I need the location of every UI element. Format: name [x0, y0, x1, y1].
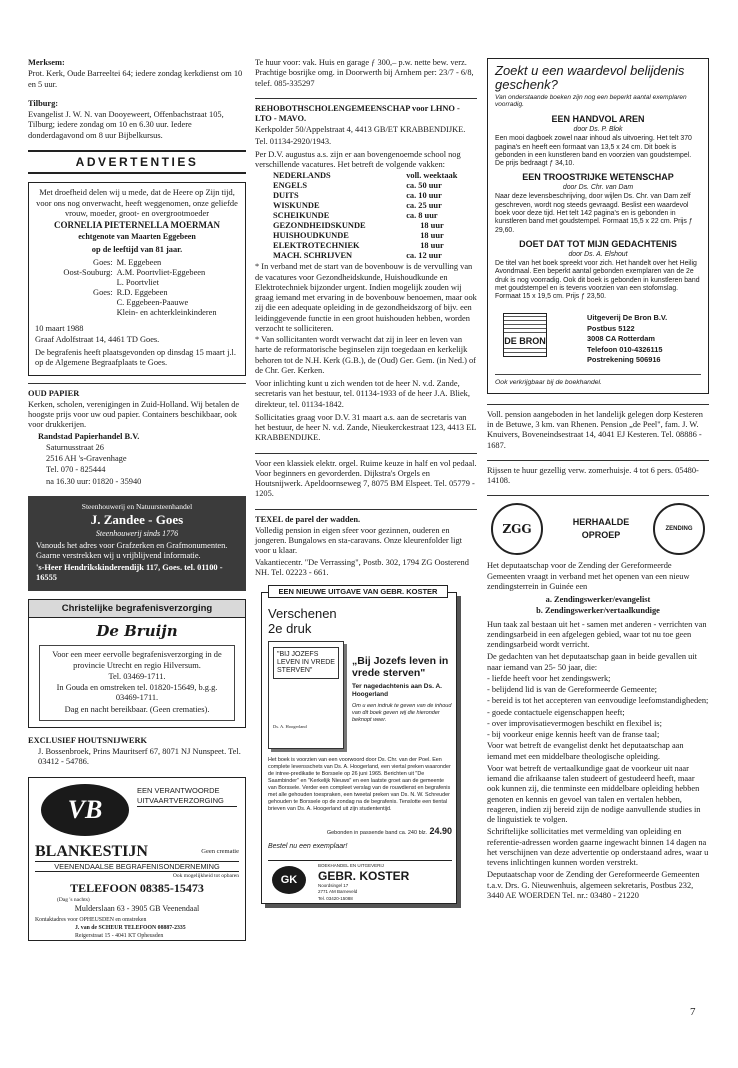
oproep-p3: Voor wat betreft de evangelist denkt het deputaatschap aan iemand met een middelbare theologische opleiding. [487, 741, 684, 761]
blankestijn-crem: Geen crematie [201, 847, 239, 855]
book-cover-author: Ds. A. Hoogerland [273, 724, 307, 730]
death-address: Graaf Adolfstraat 14, 4461 TD Goes. [35, 334, 160, 344]
divider [255, 453, 477, 454]
oproep-p1: Hun taak zal bestaan uit het - samen met anderen - verrichten van zendingsarbeid in een afgelegen gebied, waar tot nu toe geen zendingsarbeid wordt verricht. [487, 619, 707, 650]
family-place [35, 278, 117, 288]
zandee-since: Steenhouwerij sinds 1776 [95, 528, 179, 538]
koster-druk: 2e druk [268, 621, 312, 637]
ad-rehoboth [255, 104, 477, 444]
b1-title: EEN HANDVOL AREN [551, 114, 645, 125]
b2-author: door Ds. Chr. van Dam [562, 184, 634, 192]
ad-de-bruijn [28, 599, 246, 728]
b3-title: DOET DAT TOT MIJN GEDACHTENIS [519, 238, 677, 249]
divider [487, 404, 709, 405]
subject-hours: ca. 25 uur [406, 200, 442, 210]
school-title: REHOBOTHSCHOLENGEMEENSCHAP voor LHNO - LTO - MAVO. [255, 103, 460, 123]
death-date: 10 maart 1988 [35, 323, 84, 333]
ad-te-huur [255, 58, 477, 89]
ad-de-bron [487, 58, 709, 394]
tilburg-title: Tilburg: [28, 98, 59, 108]
subject-hours: 18 uur [420, 240, 444, 250]
b2-title: EEN TROOSTRIJKE WETENSCHAP [522, 172, 674, 183]
divider [28, 383, 246, 384]
oproep-b: b. Zendingswerker/vertaalkundige [536, 606, 660, 616]
subject-name: DUITS [273, 191, 299, 201]
bruijn-name: De Bruijn [96, 622, 178, 641]
family-place: Oost-Souburg: [63, 268, 113, 277]
subject-hours: ca. 50 uur [406, 181, 442, 191]
koster-banner: EEN NIEUWE UITGAVE VAN GEBR. KOSTER [268, 585, 448, 598]
blank-tel: TELEFOON 08385-15473 [70, 880, 204, 895]
family-names: L. Poortvliet [116, 277, 159, 287]
subject-hours: 18 uur [420, 230, 444, 240]
orgel-text: Voor een klassiek elektr. orgel. Ruime keuze in half en vol pedaal. Voor beginners en gevorderden. Dijkstra's Orgels en Houtsnijwerk. Apeldoornseweg 7, 8075 BM Elspeet. Tel. 05779 - 1205. [255, 458, 477, 499]
bron-logo [503, 313, 547, 357]
zending-seal-left: ZGG [491, 503, 543, 555]
bruijn-text3: Dag en nacht bereikbaar. (Geen crematies). [64, 704, 210, 714]
koster-small4: Tel. 03420-15088 [318, 895, 353, 901]
death-age: op de leeftijd van 81 jaar. [91, 244, 183, 254]
ad-herhaalde-oproep [487, 501, 709, 901]
school-note1: * In verband met de start van de bovenbouw is de vervulling van de vacatures voor Gezondheidskunde, Huishoudkunde en Elektrotechniek bijzonder urgent. Indien mogelijk zouden wij graag iemand met ervaring in de bovenbouw benoemen, maar ook zij die een adequate opleiding in de gezondheidszorg of bijv. een leidinggevende functie in een groot huishouden hebben, worden verzocht te solliciteren. [255, 262, 477, 333]
subject-name: ENGELS [273, 181, 307, 191]
pension-text: Voll. pension aangeboden in het landelijk gelegen dorp Kesteren in de Betuwe, 3 km. van Rhenen. Pension „de Peel", fam. J. W. Knuivers, Boveneindsestraat 14, 4041 EJ Kesteren. Tel. 08886 - 1687. [487, 409, 703, 450]
merksem-title: Merksem: [28, 58, 65, 67]
bron-addr-line: Telefoon 010-4326115 [587, 344, 663, 354]
death-funeral: De begrafenis heeft plaatsgevonden op dinsdag 15 maart j.l. op de Algemene Begraafplaats te Goes. [35, 348, 236, 368]
blankestijn-name: BLANKESTIJN [35, 842, 148, 860]
school-intro: Per D.V. augustus a.s. zijn er aan bovengenoemde school nog verschillende vacatures. Het betreft de volgende vakken: [255, 149, 461, 169]
family-place: Goes: [93, 287, 113, 297]
bruijn-header: Christelijke begrafenisverzorging [29, 600, 245, 619]
koster-small3: 2771 AM Barneveld [318, 889, 358, 895]
merksem-text: Prot. Kerk, Oude Barreeltei 64; iedere zondag kerkdienst om 10 en 5 uur. [28, 69, 243, 89]
book-price-line [268, 826, 452, 837]
bruijn-inner [39, 645, 235, 721]
oproep-list-item: - goede contactuele eigenschappen heeft; [487, 707, 625, 717]
blankestijn-tagline [137, 786, 237, 807]
family-names: Klein- en achterkleinkinderen [116, 307, 217, 317]
page-number: 7 [690, 1006, 696, 1018]
school-info: Voor inlichting kunt u zich wenden tot de heer N. v.d. Zande, secretaris van het bestuur, tel. 01134-1933 of de heer J.A. Bliek, direkteur, tel. 01134-1842. [255, 379, 470, 409]
column-left [28, 58, 246, 941]
book-cover-title: "BIJ JOZEFS LEVEN IN VREDE STERVEN" [273, 647, 339, 679]
texel-text: Volledig pension in eigen sfeer voor gezinnen, ouderen en jongeren. Bungalows en sta-caravans. Onze kleurenfolder ligt voor u klaar. [255, 525, 462, 556]
koster-heading [268, 607, 337, 638]
family-names: M. Eggebeen [116, 258, 162, 268]
zandee-name: J. Zandee - Goes [90, 511, 184, 527]
bron-foot: Ook verkrijgbaar bij de boekhandel. [495, 378, 602, 386]
subject-name: MACH. SCHRIJVEN [273, 250, 353, 260]
b3-text: De titel van het boek spreekt voor zich. Het handelt over het Heilig Avondmaal. Een beperkt aantal gebonden exemplaren van de 2e druk is nog voorradig. Ook dit boek is gebonden in kunstleren band met goudstempel en is tevens voorzien van een stofomslag. Formaat 15 x 19,5 cm. Prijs ƒ 23,50. [495, 259, 700, 301]
ad-zandee [28, 496, 246, 591]
book-desc: Het boek is voorzien van een voorwoord door Ds. Chr. van der Poel. Een complete levensschets van Ds. A. Hoogerland, een viertal preken waaronder de intree-predikatie te Borssele op 26 juni 1965. Berichten uit "De Saambinder" en "Kerkelijk Nieuws" en een laatste groet aan de gemeente van Borssele. Verder een compleet verslag van de rouwdienst en begrafenis met alle gehouden toespraken, een tweetal preken van Ds. N. W. Schreuder gehouden te Borssele op de zondag na de begrafenis. Tenslotte een tiental brieven van Ds. A. Hoogerland uit zijn studententijd. [268, 757, 451, 813]
family-place: Goes: [93, 258, 113, 268]
divider [255, 98, 477, 99]
book-title: „Bij Jozefs leven in vrede sterven" [352, 655, 449, 680]
oproep-a: a. Zendingswerker/evangelist [545, 595, 651, 605]
koster-small2: Noordsingel 17 [318, 882, 349, 888]
oproep-header [487, 501, 709, 561]
subjects-table [273, 171, 495, 260]
death-spouse: echtgenote van Maarten Eggebeen [78, 232, 196, 242]
family-names: R.D. Eggebeen [116, 287, 168, 297]
bron-addr-line: 3008 CA Rotterdam [587, 334, 655, 344]
bron-addr-line: Postbus 5122 [587, 323, 635, 333]
subject-name: SCHEIKUNDE [273, 210, 330, 220]
subject-hours: ca. 10 uur [406, 191, 442, 201]
koster-address [318, 863, 450, 902]
hout-text: J. Bossenbroek, Prins Mauritserf 67, 8071 NJ Nunspeet. Tel. 03412 - 54786. [38, 747, 241, 767]
koster-logo: GK [272, 866, 306, 894]
bron-addr-line: Uitgeverij De Bron B.V. [587, 313, 668, 323]
bron-addr-line: Postrekening 506916 [587, 355, 661, 365]
oproep-list-item: - liefde heeft voor het zendingswerk; [487, 673, 611, 683]
book-cover [268, 641, 344, 749]
koster-divider [268, 860, 452, 861]
zandee-text: Vanouds het adres voor Grafzerken en Grafmonumenten. Gaarne verstrekken wij u vrijblijvend informatie. [36, 540, 228, 560]
b1-author: door Ds. P. Blok [573, 125, 623, 133]
ad-rijssen [487, 466, 709, 487]
subject-name: GEZONDHEIDSKUNDE [273, 220, 366, 230]
blank-dag: (Dag 's nachts) [57, 896, 90, 903]
book-quote: Om u een indruk te geven van de inhoud van dit boek geven wij die hieronder beknopt weer. [352, 703, 452, 723]
family-names: A.M. Poortvliet-Eggebeen [116, 268, 206, 277]
hout-title: EXCLUSIEF HOUTSNIJWERK [28, 735, 148, 745]
blank-foot3: Reigerstraat 15 - 4041 KT Opheusden [75, 933, 164, 940]
column-right [487, 58, 709, 902]
rijssen-text: Rijssen te huur gezellig verw. zomerhuisje. 4 tot 6 pers. 05480-14108. [487, 465, 699, 486]
bron-logo-text: DE BRON [504, 336, 546, 347]
school-note2: * Van sollicitanten wordt verwacht dat zij in leer en leven van harte de reformatorische beginselen zijn toegedaan en kerkelijk behoren tot de N.H. Kerk (G.B.), de (Oud) Ger. Gem. (in Ned.) of de Chr. Ger. Kerken. [255, 335, 476, 375]
school-apply: Sollicitaties graag voor D.V. 31 maart a.s. aan de secretaris van het bestuur, de heer N. v.d. Zande, Nieukerckestraat 123, 4413 EL KRABBENDIJKE. [255, 412, 477, 443]
family-table [35, 258, 239, 317]
zandee-address: 's-Heer Hendrikskinderendijk 117, Goes. tel. 01100 - 16555 [36, 563, 223, 583]
ad-blankestijn [28, 777, 246, 941]
advertenties-heading: ADVERTENTIES [28, 150, 246, 175]
texel-title: TEXEL de parel der wadden. [255, 514, 361, 524]
bruijn-tel1: Tel. 03469-1711. [108, 671, 166, 681]
divider [495, 374, 701, 375]
book-price: 24.90 [429, 826, 452, 837]
paper-line: Tel. 070 - 825444 [46, 465, 106, 475]
blank-tag1: EEN VERANTWOORDE [137, 785, 220, 795]
blank-tag2: UITVAARTVERZORGING [137, 795, 224, 805]
paper-line: 2516 AH 's-Gravenhage [46, 454, 127, 464]
divider [487, 495, 709, 496]
oproep-list-item: - over improvisatievermogen beschikt en flexibel is; [487, 718, 662, 728]
paper-company: Randstad Papierhandel B.V. [38, 431, 140, 441]
blank-sub: VEENENDAALSE BEGRAFENISONDERNEMING [35, 861, 239, 872]
subject-hours: ca. 8 uur [406, 210, 438, 220]
paper-text: Kerken, scholen, verenigingen in Zuid-Holland. Wij betalen de hoogste prijs voor uw oud papier. Containers beschikbaar, ook voor drukkerijen. [28, 399, 240, 430]
book-order: Bestel nu een exemplaar! [268, 843, 348, 851]
b2-text: Naar deze levensbeschrijving, door wijlen Ds. Chr. van Dam zelf geschreven, wordt nog steeds gevraagd. Beslist een waardevol boek voor deze tijd. Het telt 142 pagina's en is gebonden in kunstleren band met goudstempel. Formaat 15,5 x 22 cm. Prijs ƒ 29,60. [495, 193, 693, 234]
paper-title: OUD PAPIER [28, 388, 80, 398]
blank-foot1: Kontaktadres voor OPHEUSDEN en omstreken [35, 916, 147, 923]
zandee-top: Steenhouwerij en Natuursteenhandel [81, 501, 193, 511]
subject-name: HUISHOUDKUNDE [273, 230, 349, 240]
paper-line: na 16.30 uur: 01820 - 35940 [46, 476, 142, 486]
oproep-p5: Schriftelijke sollicitaties met vermelding van opleiding en referentie-adressen worden gaarne ingewacht binnen 14 dagen na het verschijnen van deze advertentie op onderstaand adres, waar u tevens inlichtingen kunnen worden verstrekt. [487, 827, 709, 868]
ad-pension [487, 410, 709, 451]
oproep-list-item: - belijdend lid is van de Gereformeerde Gemeente; [487, 685, 657, 695]
ad-oud-papier [28, 389, 246, 487]
family-names: C. Eggebeen-Paauwe [116, 297, 189, 307]
death-notice [28, 182, 246, 375]
oproep-title2: OPROEP [581, 529, 621, 540]
blank-addr: Mulderslaan 63 - 3905 GB Veenendaal [74, 904, 200, 914]
subject-hours: ca. 12 uur [406, 250, 442, 260]
bron-publisher [495, 313, 701, 365]
subject-hours: voll. weektaak [406, 171, 458, 181]
koster-small1: BOEKHANDEL EN UITGEVERIJ [318, 863, 384, 869]
ad-orgel [255, 459, 477, 500]
oproep-p6: Deputaatschap voor de Zending der Gereformeerde Gemeenten t.a.v. Drs. G. Nieuwenhuis, algemeen sekretaris, Postbus 232, 3440 AE WOERDEN Tel. nr.: 03480 - 21220 [487, 870, 700, 900]
subject-name: ELEKTROTECHNIEK [273, 240, 360, 250]
oproep-title [553, 517, 649, 542]
oproep-title1: HERHAALDE [572, 517, 630, 528]
oproep-intro: Het deputaatschap voor de Zending der Gereformeerde Gemeenten vraagt in verband met het openen van een nieuw zendingsterrein in Guinée een [487, 561, 690, 591]
oproep-list-item: - bereid is tot het accepteren van eenvoudige leefomstandigheden; [487, 696, 709, 706]
subject-hours: 18 uur [420, 220, 444, 230]
koster-ver: Verschenen [268, 606, 337, 622]
bron-address [587, 313, 667, 365]
tilburg-text: Evangelist J. W. N. van Dooyeweert, Offenbachstraat 105, Tilburg; iedere zondag om 10 en 6.30 uur. Iedere donderdagavond om 8 uur Bijbelkursus. [28, 110, 224, 140]
blank-small: Ook mogelijkheid tot opbaren [172, 873, 239, 880]
oproep-p2: De gedachten van het deputaatschap gaan in beide gevallen uit naar iemand van 25- 50 jaar, die: [487, 652, 697, 672]
school-addr: Kerkpolder 50/Appelstraat 4, 4413 GB/ET KRABBENDIJKE. [255, 125, 466, 135]
death-name: CORNELIA PIETERNELLA MOERMAN [53, 220, 221, 231]
ad-gebr-koster [261, 587, 457, 904]
book-info [352, 655, 452, 724]
oproep-p4: Voor wat betreft de vertaalkundige gaat de voorkeur uit naar iemand die afrikaanse talen studeert of gestudeerd heeft, maar ook kunnen zij, die tenminste een middelbare opleiding hebben genoten en kennis en gevoel van talen en vertalen hebben, reageren, indien zij bereid zijn de nodige aanvullende studies in de linguistiek te volgen. [487, 763, 701, 825]
bron-question: Zoekt u een waardevol belijdenis geschenk? [495, 63, 685, 93]
divider [487, 460, 709, 461]
ad-texel [255, 515, 477, 579]
family-place [35, 298, 117, 308]
bron-sub: Van onderstaande boeken zijn nog een beperkt aantal exemplaren voorradig. [495, 93, 687, 109]
texel-vac: Vakantiecentr. "De Verrassing", Postb. 302, 1794 ZG Oosterend NH. Tel. 02223 - 661. [255, 557, 469, 577]
paper-line: Saturnusstraat 26 [46, 442, 104, 452]
notice-merksem [28, 58, 246, 90]
notice-tilburg [28, 99, 246, 141]
oproep-list-item: - bij voorkeur enige kennis heeft van de franse taal; [487, 730, 660, 740]
subject-name: WISKUNDE [273, 200, 320, 210]
book-price-label: Gebonden in passende band ca. 240 blz. [326, 830, 428, 837]
book-sub: Ter nagedachtenis aan Ds. A. Hoogerland [352, 683, 442, 699]
blank-foot2: J. van de SCHEUR TELEFOON 08887-2335 [75, 925, 186, 932]
bruijn-text1: Voor een meer eervolle begrafenisverzorging in de provincie Utrecht en regio Hilversum. [52, 650, 222, 670]
family-place [35, 308, 117, 318]
subject-name: NEDERLANDS [273, 171, 331, 181]
divider [255, 509, 477, 510]
blankestijn-body [35, 842, 239, 942]
column-middle [255, 58, 477, 904]
blankestijn-logo: VB [41, 784, 129, 836]
bruijn-text2: In Gouda en omstreken tel. 01820-15649, b.g.g. 03469-1711. [56, 683, 218, 703]
b3-author: door Ds. A. Elshout [568, 250, 628, 258]
ad-houtsnijwerk [28, 736, 246, 768]
koster-name: GEBR. KOSTER [318, 868, 410, 883]
b1-text: Een mooi dagboek zowel naar inhoud als uitvoering. Het telt 370 pagina's en heeft een formaat van 13,5 x 24 cm. Dit boek is gebonden in een kunstleren band en voorzien van goudstempel. De prijs bedraagt ƒ 34,10. [495, 135, 692, 168]
school-tel: Tel. 01134-2920/1943. [255, 136, 332, 146]
zending-seal-right: ZENDING [653, 503, 705, 555]
death-intro: Met droefheid delen wij u mede, dat de Heere op Zijn tijd, voor ons nog onverwacht, heeft weggenomen, onze geliefde vrouw, moeder, groot- en overgrootmoeder [36, 188, 238, 218]
huur-text: Te huur voor: vak. Huis en garage ƒ 300,– p.w. nette bew. verz. Prachtige bosrijke omg. in Doorwerth bij Arnhem per: 23/7 - 6/8, telef. 085-335297 [255, 58, 474, 88]
